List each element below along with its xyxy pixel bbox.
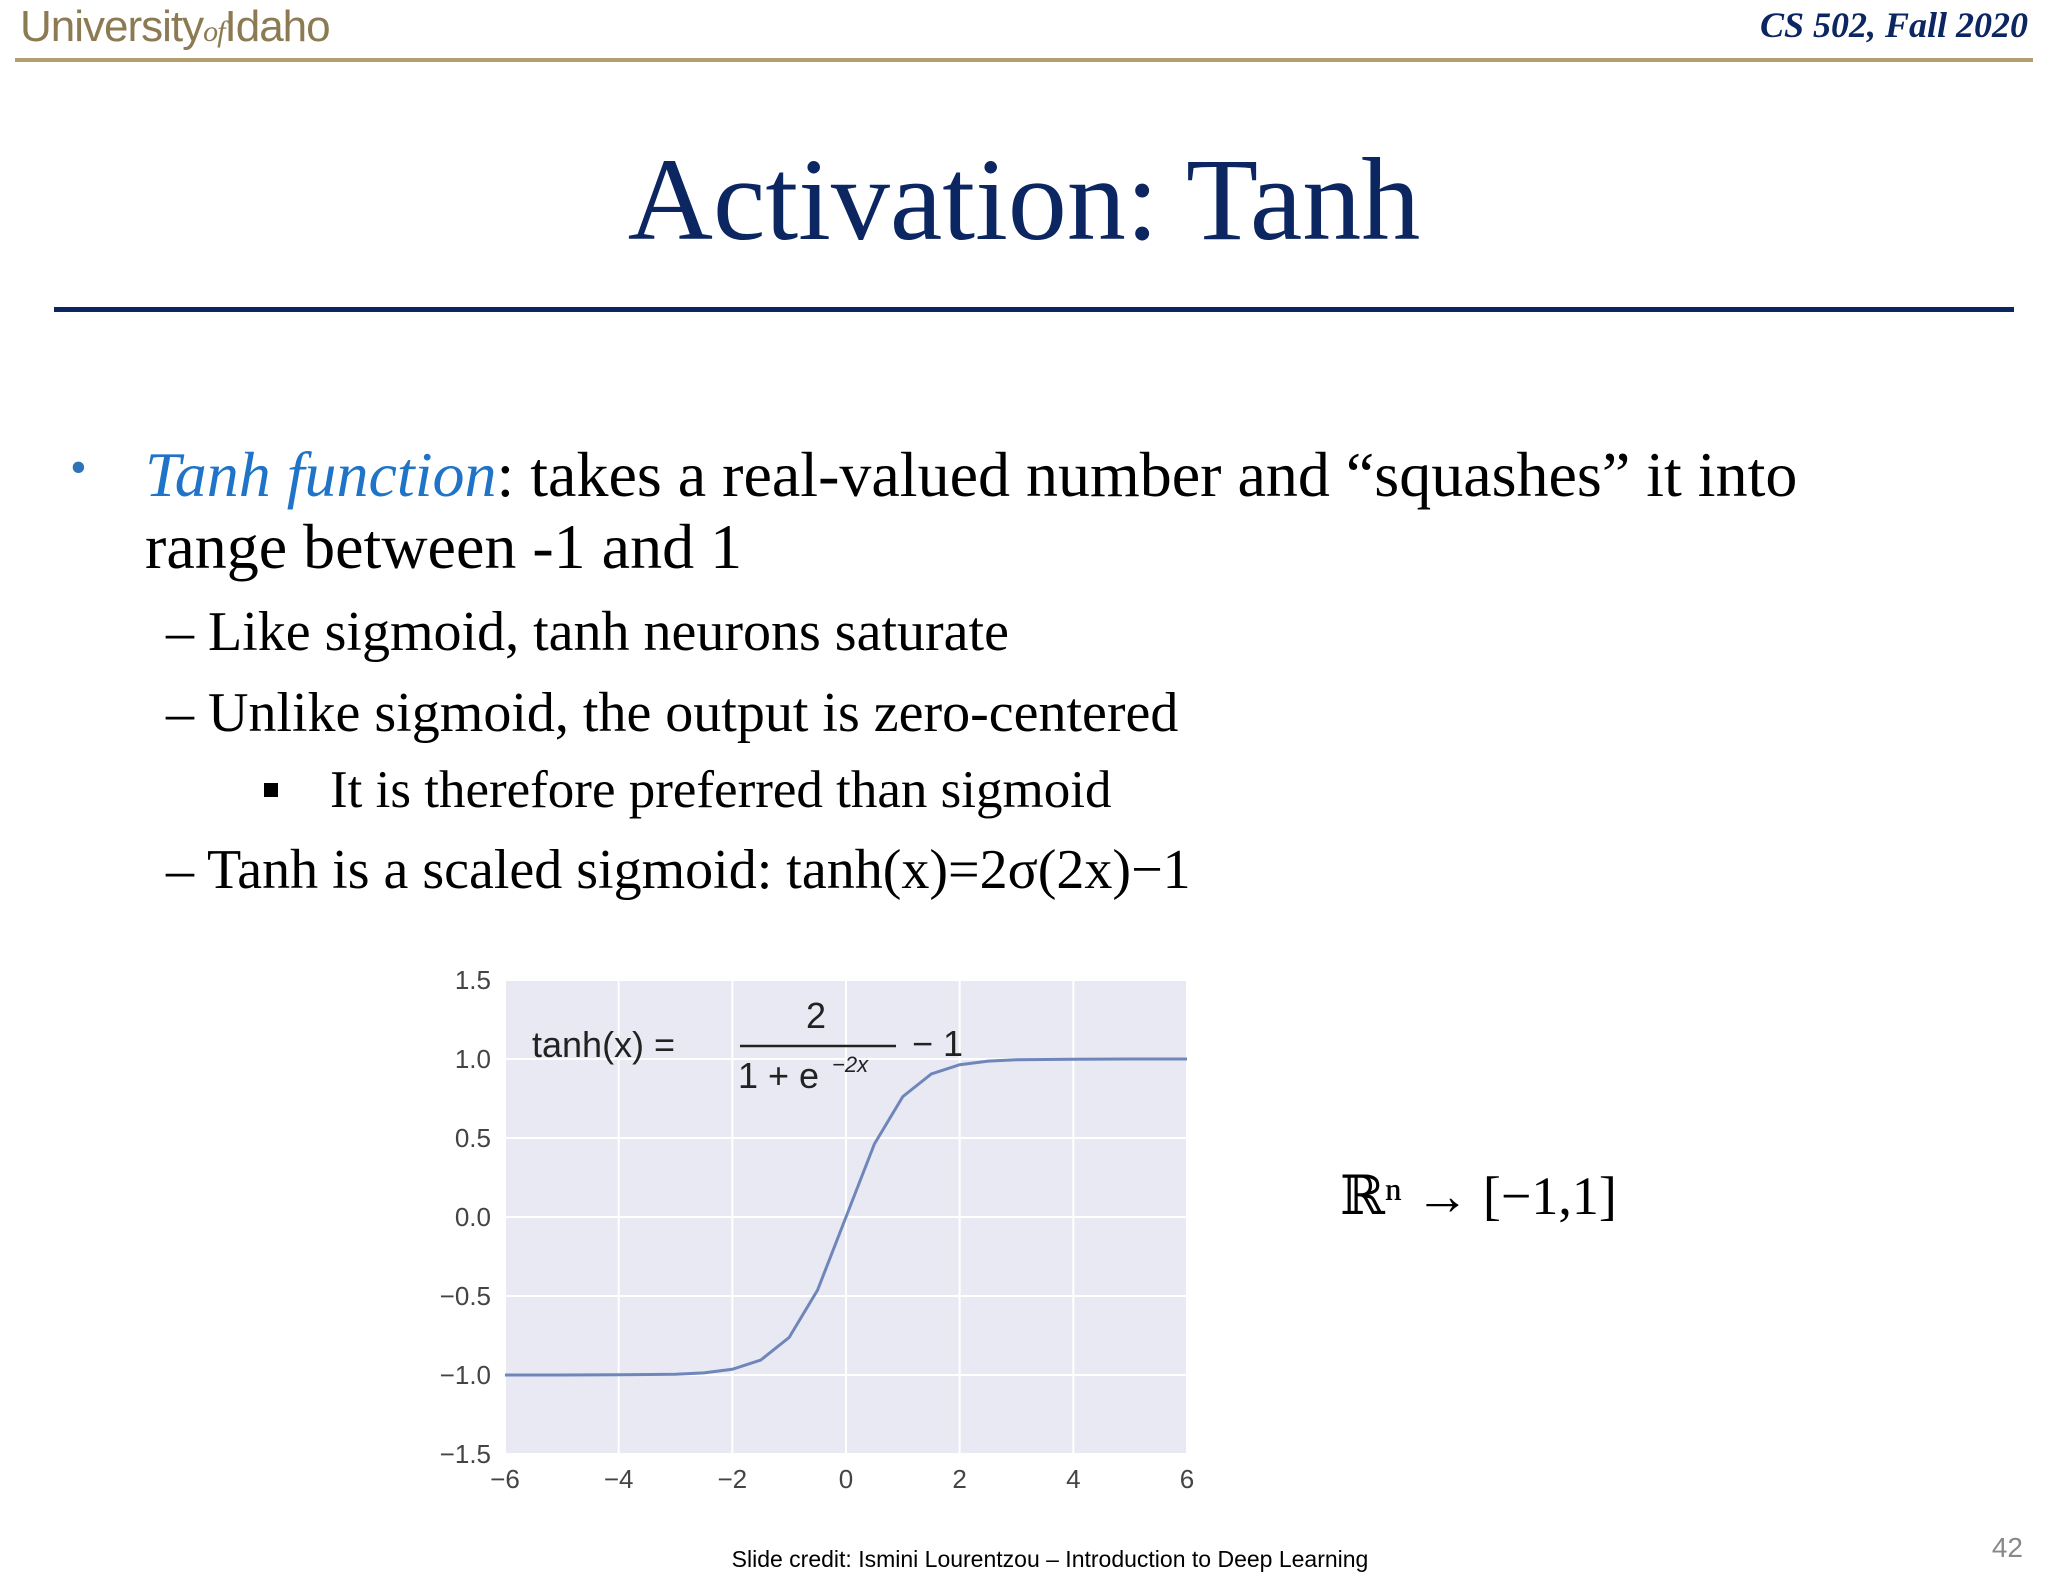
bullet-term: Tanh function	[145, 439, 497, 510]
y-tick-label: 1.5	[454, 965, 491, 995]
x-tick-label: 4	[1066, 1464, 1081, 1494]
y-tick-label: −0.5	[439, 1281, 491, 1311]
logo-text-university: University	[20, 2, 204, 51]
y-tick-labels	[440, 965, 491, 1469]
formula-denominator: 1 + e	[738, 1055, 820, 1096]
sub-bullet-zero-centered: – Unlike sigmoid, the output is zero-centered	[166, 682, 1179, 744]
bullet-marker: •	[70, 441, 87, 494]
bullet-main-line1	[145, 438, 1797, 512]
sub-bullet-scaled-sigmoid: – Tanh is a scaled sigmoid: tanh(x)=2σ(2x)−1	[166, 839, 1191, 901]
square-bullet-marker	[264, 783, 278, 797]
logo-text-of: of	[203, 15, 225, 48]
y-tick-label: −1.5	[439, 1439, 491, 1469]
slide-title: Activation: Tanh	[627, 134, 1421, 265]
formula-exponent: −2x	[832, 1052, 869, 1077]
header-divider	[15, 58, 2033, 62]
sub-bullet-saturate: – Like sigmoid, tanh neurons saturate	[166, 601, 1009, 663]
formula-suffix: − 1	[912, 1023, 964, 1064]
y-tick-label: −1.0	[439, 1360, 491, 1390]
university-logo	[20, 2, 330, 52]
y-tick-label: 0.0	[454, 1202, 491, 1232]
tanh-chart	[420, 950, 1220, 1510]
bullet-main-line2: range between -1 and 1	[145, 511, 743, 582]
x-tick-label: −4	[603, 1464, 634, 1494]
x-tick-label: 2	[952, 1464, 967, 1494]
course-label: CS 502, Fall 2020	[1759, 5, 2028, 45]
slide-credit: Slide credit: Ismini Lourentzou – Introduction to Deep Learning	[731, 1546, 1369, 1572]
x-tick-labels	[490, 1464, 1194, 1494]
logo-text-idaho: Idaho	[224, 2, 330, 51]
x-tick-label: −6	[490, 1464, 520, 1494]
y-tick-label: 0.5	[454, 1123, 491, 1153]
x-tick-label: 0	[838, 1464, 854, 1494]
formula-numerator: 2	[805, 995, 827, 1036]
range-mapping: ℝⁿ → [−1,1]	[1340, 1166, 1617, 1226]
bullet-text: : takes a real-valued number and “squashes” it into	[496, 439, 1798, 510]
title-divider	[54, 307, 2014, 312]
page-number: 42	[1991, 1532, 2023, 1563]
x-tick-label: 6	[1179, 1464, 1195, 1494]
y-tick-label: 1.0	[454, 1044, 491, 1074]
formula-lhs: tanh(x) =	[532, 1024, 676, 1065]
x-tick-label: −2	[717, 1464, 748, 1494]
sub-sub-bullet-preferred: It is therefore preferred than sigmoid	[330, 761, 1112, 819]
